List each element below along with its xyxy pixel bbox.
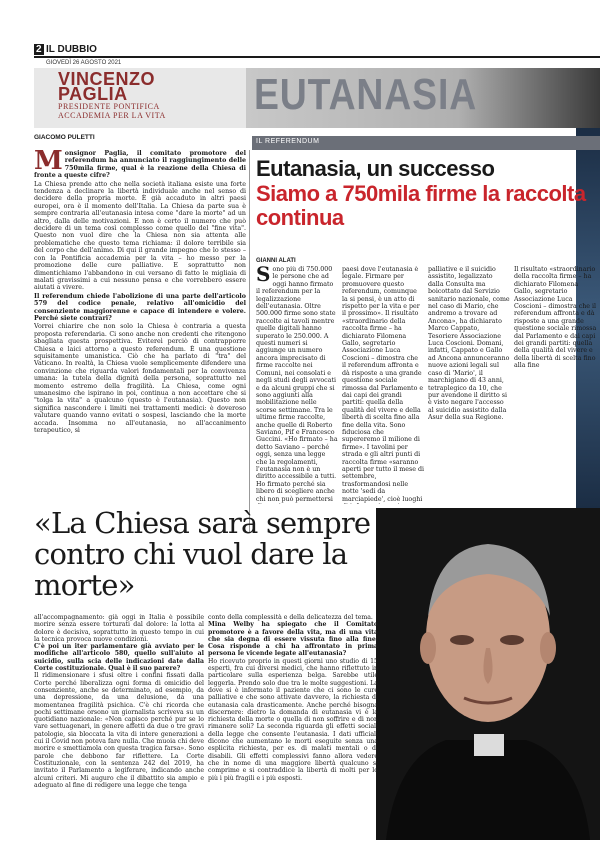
column-divider	[249, 150, 250, 532]
bottom-column-2	[208, 614, 378, 856]
bottom-question-1: C'è poi un iter parlamentare già avviato per le modifiche all'articolo 580, quello sull'aiuto al suicidio, sulla scia delle indicazioni date dalla Corte costituzionale. Qual è il suo parere?	[34, 643, 204, 673]
pull-quote: «La Chiesa sarà sempre contro chi vuol dare la morte»	[34, 506, 371, 602]
paper-name: IL DUBBIO	[46, 44, 97, 55]
person-name-line1: VINCENZO	[58, 69, 156, 89]
article-dropcap: S	[256, 266, 271, 286]
person-role	[58, 102, 166, 120]
person-name-line2: PAGLIA	[58, 84, 128, 104]
bottom-answer-2: Il ridimensionare i sfusi oltre i confini fissati dalla Corte perché liberalizza ogni forma di omicidio del consenziente, anche se determinato, ad esempio, da una depressione, da una delusione, da una momentanea fragilità psichica. C'è chi ricorda che pochi settimane orsono un giornalista scriveva su un quotidiano nazionale: «Non capisco perché pur se lo vare settuagenari, in genere affetti da due o tre gravi patologie, sia bloccata la vita di intere generazioni a cui il Covid non poteva fare nulla. Che muoia chi deve morire e smettiamola con questa tragica farsa». Sono parole che debbono far riflettere. La Corte Costituzionale, con la sentenza 242 del 2019, ha invitato il Parlamento a legiferare, indicando anche alcuni criteri. Mi auguro che il dibattito sia ampio e adeguato al fine di redigere una legge che tenga	[34, 672, 204, 789]
article-kicker: IL REFERENDUM	[256, 138, 320, 145]
article-column-3	[428, 266, 510, 504]
issue-date: GIOVEDÌ 26 AGOSTO 2021	[46, 60, 122, 66]
interview-intro: onsignor Paglia, il comitato promotore del referendum ha annunciato il raggiungimento delle 750mila firme, qual è la reazione della Chiesa di fronte a queste cifre?	[34, 150, 246, 180]
article-column-2	[342, 266, 424, 504]
article-headline: Eutanasia, un successo	[256, 156, 495, 181]
article-column-4	[514, 266, 598, 504]
article-text-2: paesi dove l'eutanasia è legale. Firmare per promuovere questo referendum, comunque la si pensi, è un atto di rispetto per la vita e per il prossimo». Il risultato «straordinario della raccolta firme – ha dichiarato Filomena Gallo, segretario Associazione Luca Coscioni – dimostra che il referendum affronta e dà risposte a una grande questione sociale rimossa dal Parlamento e dai capi dei grandi partiti: quella della qualità del vivere e della libertà di scelta fino alla fine della vita. Sono fiduciosa che supereremo il milione di firme». I tavolini per strada e gli altri punti di raccolta firme «saranno aperti per tutto il mese di settembre, trasformandosi nelle notte 'sedi da marciapiede', cioè luoghi	[342, 266, 424, 503]
header-rule	[34, 56, 600, 58]
section-title: EUTANASIA	[254, 70, 478, 119]
interview-column	[34, 150, 246, 532]
article-text-4: Il risultato «straordinario della raccolta firme – ha dichiarato Filomena Gallo, segretario Associazione Luca Coscioni – dimostra che il referendum affronta e dà risposte a una grande questione sociale rimossa dal Parlamento e dai capi dei grandi partiti: quella della qualità del vivere e della libertà di scelta fino alla fine	[514, 266, 597, 370]
person-role-line1: PRESIDENTE PONTIFICA	[58, 102, 160, 111]
person-name	[58, 69, 156, 104]
article-subheadline: Siamo a 750mila firme la raccolta continua	[256, 181, 586, 230]
bottom-answer-4: Ho ricevuto proprio in questi giorni uno studio di 15 esperti, fra cui diversi medici, che hanno riflettuto in particolare sulla esperienza belga. Sarebbe utile leggerla. Prendo solo due tra le molte suggestioni. La dove si è informato il paziente che ci sono le cure palliative e che sono attivate davvero, la richiesta di eutanasia cala drasticamente. Anche perché bisogna discernere: dietro la domanda di eutanasia vi è la richiesta della morte o quella di non soffrire e di non rimanere soli? La seconda riguarda gli effetti sociali della legge che consente l'eutanasia. I dati ufficiali dicono che aumentano le morti eseguite senza una esplicita richiesta, per es. di malati mentali o di disabili. Gli effetti complessivi fanno allora vedere che in nome di una maggiore libertà qualcuno si comprime e si contraddice la libertà di molti per lo più i più fragili e i più esposti.	[208, 657, 378, 782]
interview-dropcap: M	[34, 150, 63, 176]
page-number: 2	[36, 44, 42, 55]
bottom-question-2: Mina Welby ha spiegato che il Comitato promotore è a favore della vita, ma di una vita che sia degna di essere vissuta fino alla fine. Cosa risponde a chi ha affrontato in prima persona le vicende legate all'eutanasia?	[208, 621, 378, 658]
bottom-answer-3: conto della complessità e della delicatezza del tema.	[208, 614, 373, 621]
bottom-answer-1: all'accompagnamento: già oggi in Italia è possibile morire senza essere torturati dal dolore: la lotta al dolore è decisiva, soprattutto in questo tempo in cui la tecnica provoca nuove condizioni.	[34, 614, 204, 643]
portrait-illustration	[376, 508, 600, 840]
article-text-3: palliative e il suicidio assistito, legalizzato dalla Consulta ma boicottato dal Servizio sanitario nazionale, come nel caso di Mario, che andremo a trovare ad Ancona», ha dichiarato Marco Cappato, Tesoriere Associazione Luca Coscioni. Domani, infatti, Cappato e Gallo ad Ancona annunceranno nuove azioni legali sul caso di 'Mario', il marchigiano di 43 anni, tetraplegico da 10, che pur avendone il diritto si è visto negare l'accesso al suicidio assistito dalla Asur della sua Regione.	[428, 266, 510, 422]
portrait-photo	[376, 508, 600, 840]
person-role-line2: ACCADEMIA PER LA VITA	[58, 111, 166, 120]
bottom-column-1	[34, 614, 204, 856]
article-byline: GIANNI ALATI	[256, 258, 296, 264]
article-column-1	[256, 266, 338, 504]
interview-question-2: Il referendum chiede l'abolizione di una parte dell'articolo 579 del codice penale, relativo all'omicidio del consenziente maggiorenne e capace di intendere e volere. Perché siete contrari?	[34, 292, 246, 322]
interview-byline: GIACOMO PULETTI	[34, 134, 95, 141]
interview-answer-2: Vorrei chiarire che non solo la Chiesa è contraria a questa proposta referendaria. Ci sono anche non credenti che ritengono sbagliata questa prospettiva. Evitereì perciò di contrapporre Chiesa e laici attorno a questo referendum. È una questione squisitamente umanistica. Ciò che ha parlato di "tra" del Vaticano. In realtà, la Chiesa vuole semplicemente difendere una convinzione che riguarda valori fondamentali per la convivenza umana: la tutela della dignità della persona, soprattutto nel momento estremo della fragilità. La Chiesa, come ogni umanesimo che ispirano in poi, continua a non accettare che si "tolga la vita" a qualcuno (questo è l'eutanasia). Questo non significa nascondere i limiti nei trattamenti medici: è doveroso valutare quando vanno evitati o sospesi, lasciando che la morte accada. Insomma no all'eutanasia, no all'accanimento terapeutico, sì	[34, 323, 246, 435]
article-text-1: ono più di 750.000 le persone che ad oggi hanno firmato il referendum per la legalizzazione dell'eutanasia. Oltre 500.000 firme sono state raccolte ai tavoli mentre quelle digitali hanno superato le 250.000. A questi numeri si aggiunge un numero ancora imprecisato di firme raccolte nei Comuni, nei consolati e negli studi degli avvocati e da alcuni gruppi che si sono aggiunti alla mobilitazione nelle scorse settimane. Tra le ultime firme raccolte, anche quelle di Roberto Saviano, Pif e Francesco Guccini. «Ho firmato – ha detto Saviano – perché oggi, senza una legge che la regolamenti, l'eutanasia non è un diritto accessibile a tutti. Ho firmato perché sia libero di scegliere anche chi non può permettersi	[256, 266, 338, 503]
interview-answer-1: La Chiesa prende atto che nella società italiana esiste una forte tendenza a declinare la libertà individuale anche nel senso di decidere della propria morte. È già accaduto in altri paesi europei, ora è il momento dell'Italia. La Chiesa da parte sua è sempre contraria all'eutanasia intesa come "dare la morte" ad un altro, dalla delle motivazioni. E non è certo il numero che può decidere di un tema così complesso come quello del "fine vita". Questo non vuol dire che la Chiesa non sia attenta alle problematiche che questo tema richiama: il dolore terribile sia del corpo che dell'animo. Di qui il grande impegno che lo stesso – con la Pontificia accademia per la vita – ho messo per la promozione delle cure palliative. E soprattutto non dimentichiamo l'abbandono in cui versano di fatto le migliaia di malati gravissimi a cui nessuno pensa e che vorrebbero essere aiutati a vivere.	[34, 180, 246, 292]
interview-question-1	[34, 150, 246, 180]
